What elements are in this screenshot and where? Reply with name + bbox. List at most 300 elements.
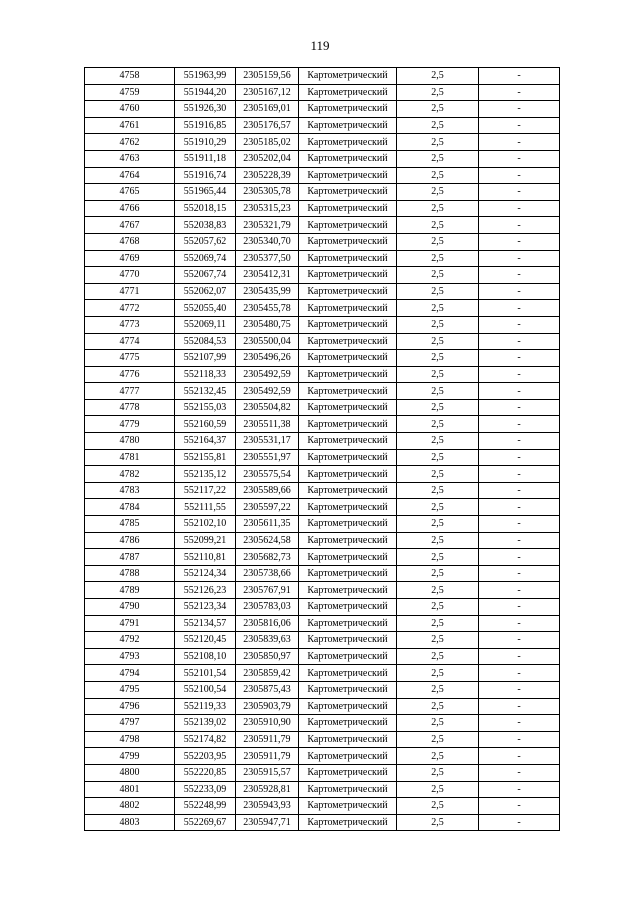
description-cell: - [479,433,560,450]
description-cell: - [479,549,560,566]
accuracy-cell: 2,5 [397,715,479,732]
table-row [85,449,560,466]
description-cell: - [479,748,560,765]
method-cell: Картометрический [299,715,397,732]
y-coordinate-cell: 2305305,78 [236,184,299,201]
table-row [85,150,560,167]
description-cell: - [479,798,560,815]
accuracy-cell: 2,5 [397,117,479,134]
description-cell: - [479,233,560,250]
method-cell: Картометрический [299,615,397,632]
point-number-cell: 4760 [85,101,175,118]
coordinates-table [84,67,560,831]
point-number-cell: 4778 [85,399,175,416]
description-cell: - [479,267,560,284]
method-cell: Картометрический [299,350,397,367]
x-coordinate-cell: 551911,18 [175,150,236,167]
accuracy-cell: 2,5 [397,781,479,798]
x-coordinate-cell: 552069,74 [175,250,236,267]
point-number-cell: 4787 [85,549,175,566]
table-row [85,466,560,483]
table-row [85,333,560,350]
y-coordinate-cell: 2305480,75 [236,316,299,333]
table-row [85,117,560,134]
method-cell: Картометрический [299,449,397,466]
y-coordinate-cell: 2305202,04 [236,150,299,167]
accuracy-cell: 2,5 [397,233,479,250]
point-number-cell: 4784 [85,499,175,516]
point-number-cell: 4803 [85,814,175,831]
x-coordinate-cell: 552062,07 [175,283,236,300]
accuracy-cell: 2,5 [397,748,479,765]
table-row [85,582,560,599]
method-cell: Картометрический [299,117,397,134]
table-row [85,283,560,300]
method-cell: Картометрический [299,300,397,317]
y-coordinate-cell: 2305611,35 [236,516,299,533]
accuracy-cell: 2,5 [397,466,479,483]
x-coordinate-cell: 552018,15 [175,200,236,217]
accuracy-cell: 2,5 [397,482,479,499]
y-coordinate-cell: 2305176,57 [236,117,299,134]
accuracy-cell: 2,5 [397,665,479,682]
point-number-cell: 4799 [85,748,175,765]
y-coordinate-cell: 2305783,03 [236,599,299,616]
description-cell: - [479,532,560,549]
method-cell: Картометрический [299,549,397,566]
method-cell: Картометрический [299,532,397,549]
method-cell: Картометрический [299,217,397,234]
table-row [85,748,560,765]
method-cell: Картометрический [299,366,397,383]
accuracy-cell: 2,5 [397,798,479,815]
x-coordinate-cell: 552111,55 [175,499,236,516]
x-coordinate-cell: 552134,57 [175,615,236,632]
accuracy-cell: 2,5 [397,68,479,85]
method-cell: Картометрический [299,101,397,118]
table-row [85,267,560,284]
y-coordinate-cell: 2305903,79 [236,698,299,715]
method-cell: Картометрический [299,764,397,781]
y-coordinate-cell: 2305767,91 [236,582,299,599]
y-coordinate-cell: 2305589,66 [236,482,299,499]
table-row [85,184,560,201]
accuracy-cell: 2,5 [397,499,479,516]
description-cell: - [479,565,560,582]
table-row [85,549,560,566]
x-coordinate-cell: 552067,74 [175,267,236,284]
table-row [85,565,560,582]
accuracy-cell: 2,5 [397,267,479,284]
x-coordinate-cell: 552102,10 [175,516,236,533]
table-row [85,681,560,698]
accuracy-cell: 2,5 [397,184,479,201]
table-row [85,101,560,118]
y-coordinate-cell: 2305496,26 [236,350,299,367]
method-cell: Картометрический [299,466,397,483]
y-coordinate-cell: 2305928,81 [236,781,299,798]
x-coordinate-cell: 551916,85 [175,117,236,134]
description-cell: - [479,516,560,533]
accuracy-cell: 2,5 [397,167,479,184]
y-coordinate-cell: 2305511,38 [236,416,299,433]
point-number-cell: 4795 [85,681,175,698]
accuracy-cell: 2,5 [397,449,479,466]
y-coordinate-cell: 2305624,58 [236,532,299,549]
x-coordinate-cell: 552038,83 [175,217,236,234]
x-coordinate-cell: 552203,95 [175,748,236,765]
description-cell: - [479,316,560,333]
y-coordinate-cell: 2305531,17 [236,433,299,450]
point-number-cell: 4763 [85,150,175,167]
x-coordinate-cell: 552155,81 [175,449,236,466]
accuracy-cell: 2,5 [397,283,479,300]
x-coordinate-cell: 552139,02 [175,715,236,732]
point-number-cell: 4769 [85,250,175,267]
accuracy-cell: 2,5 [397,698,479,715]
point-number-cell: 4797 [85,715,175,732]
x-coordinate-cell: 552099,21 [175,532,236,549]
description-cell: - [479,117,560,134]
description-cell: - [479,632,560,649]
page-number: 119 [310,38,330,53]
description-cell: - [479,681,560,698]
x-coordinate-cell: 552132,45 [175,383,236,400]
accuracy-cell: 2,5 [397,399,479,416]
y-coordinate-cell: 2305816,06 [236,615,299,632]
accuracy-cell: 2,5 [397,731,479,748]
method-cell: Картометрический [299,250,397,267]
y-coordinate-cell: 2305504,82 [236,399,299,416]
accuracy-cell: 2,5 [397,200,479,217]
point-number-cell: 4777 [85,383,175,400]
description-cell: - [479,731,560,748]
x-coordinate-cell: 552055,40 [175,300,236,317]
table-row [85,482,560,499]
point-number-cell: 4783 [85,482,175,499]
x-coordinate-cell: 552057,62 [175,233,236,250]
table-row [85,433,560,450]
description-cell: - [479,582,560,599]
x-coordinate-cell: 552269,67 [175,814,236,831]
accuracy-cell: 2,5 [397,764,479,781]
table-row [85,814,560,831]
x-coordinate-cell: 552108,10 [175,648,236,665]
method-cell: Картометрический [299,516,397,533]
point-number-cell: 4801 [85,781,175,798]
description-cell: - [479,68,560,85]
point-number-cell: 4761 [85,117,175,134]
method-cell: Картометрический [299,333,397,350]
method-cell: Картометрический [299,681,397,698]
accuracy-cell: 2,5 [397,300,479,317]
table-row [85,615,560,632]
table-row [85,665,560,682]
description-cell: - [479,167,560,184]
method-cell: Картометрический [299,582,397,599]
description-cell: - [479,599,560,616]
accuracy-cell: 2,5 [397,582,479,599]
y-coordinate-cell: 2305875,43 [236,681,299,698]
method-cell: Картометрический [299,283,397,300]
y-coordinate-cell: 2305492,59 [236,366,299,383]
accuracy-cell: 2,5 [397,316,479,333]
description-cell: - [479,416,560,433]
point-number-cell: 4782 [85,466,175,483]
point-number-cell: 4780 [85,433,175,450]
y-coordinate-cell: 2305859,42 [236,665,299,682]
y-coordinate-cell: 2305947,71 [236,814,299,831]
x-coordinate-cell: 552107,99 [175,350,236,367]
description-cell: - [479,665,560,682]
accuracy-cell: 2,5 [397,433,479,450]
table-row [85,350,560,367]
table-row [85,233,560,250]
x-coordinate-cell: 552155,03 [175,399,236,416]
y-coordinate-cell: 2305738,66 [236,565,299,582]
x-coordinate-cell: 552164,37 [175,433,236,450]
y-coordinate-cell: 2305500,04 [236,333,299,350]
y-coordinate-cell: 2305321,79 [236,217,299,234]
accuracy-cell: 2,5 [397,250,479,267]
x-coordinate-cell: 551910,29 [175,134,236,151]
table-row [85,167,560,184]
description-cell: - [479,184,560,201]
point-number-cell: 4793 [85,648,175,665]
description-cell: - [479,84,560,101]
table-row [85,383,560,400]
x-coordinate-cell: 552124,34 [175,565,236,582]
method-cell: Картометрический [299,416,397,433]
point-number-cell: 4774 [85,333,175,350]
table-row [85,68,560,85]
x-coordinate-cell: 552126,23 [175,582,236,599]
description-cell: - [479,648,560,665]
method-cell: Картометрический [299,748,397,765]
method-cell: Картометрический [299,698,397,715]
x-coordinate-cell: 551926,30 [175,101,236,118]
accuracy-cell: 2,5 [397,565,479,582]
x-coordinate-cell: 551965,44 [175,184,236,201]
x-coordinate-cell: 552117,22 [175,482,236,499]
point-number-cell: 4765 [85,184,175,201]
accuracy-cell: 2,5 [397,383,479,400]
table-row [85,200,560,217]
x-coordinate-cell: 552135,12 [175,466,236,483]
table-row [85,366,560,383]
description-cell: - [479,615,560,632]
accuracy-cell: 2,5 [397,350,479,367]
point-number-cell: 4767 [85,217,175,234]
description-cell: - [479,499,560,516]
method-cell: Картометрический [299,482,397,499]
point-number-cell: 4790 [85,599,175,616]
description-cell: - [479,134,560,151]
x-coordinate-cell: 552118,33 [175,366,236,383]
point-number-cell: 4779 [85,416,175,433]
y-coordinate-cell: 2305551,97 [236,449,299,466]
method-cell: Картометрический [299,433,397,450]
table-row [85,300,560,317]
point-number-cell: 4781 [85,449,175,466]
description-cell: - [479,150,560,167]
y-coordinate-cell: 2305412,31 [236,267,299,284]
point-number-cell: 4800 [85,764,175,781]
method-cell: Картометрический [299,316,397,333]
point-number-cell: 4785 [85,516,175,533]
point-number-cell: 4766 [85,200,175,217]
y-coordinate-cell: 2305850,97 [236,648,299,665]
x-coordinate-cell: 552220,85 [175,764,236,781]
y-coordinate-cell: 2305159,56 [236,68,299,85]
accuracy-cell: 2,5 [397,416,479,433]
accuracy-cell: 2,5 [397,814,479,831]
table-row [85,731,560,748]
accuracy-cell: 2,5 [397,217,479,234]
table-row [85,781,560,798]
description-cell: - [479,781,560,798]
method-cell: Картометрический [299,399,397,416]
y-coordinate-cell: 2305682,73 [236,549,299,566]
y-coordinate-cell: 2305315,23 [236,200,299,217]
description-cell: - [479,466,560,483]
x-coordinate-cell: 552233,09 [175,781,236,798]
description-cell: - [479,715,560,732]
y-coordinate-cell: 2305597,22 [236,499,299,516]
point-number-cell: 4768 [85,233,175,250]
table-row [85,416,560,433]
y-coordinate-cell: 2305839,63 [236,632,299,649]
y-coordinate-cell: 2305575,54 [236,466,299,483]
method-cell: Картометрический [299,134,397,151]
accuracy-cell: 2,5 [397,333,479,350]
table-row [85,217,560,234]
table-row [85,399,560,416]
y-coordinate-cell: 2305910,90 [236,715,299,732]
point-number-cell: 4758 [85,68,175,85]
x-coordinate-cell: 552110,81 [175,549,236,566]
accuracy-cell: 2,5 [397,101,479,118]
point-number-cell: 4772 [85,300,175,317]
x-coordinate-cell: 552174,82 [175,731,236,748]
point-number-cell: 4802 [85,798,175,815]
description-cell: - [479,449,560,466]
method-cell: Картометрический [299,814,397,831]
point-number-cell: 4771 [85,283,175,300]
y-coordinate-cell: 2305911,79 [236,748,299,765]
point-number-cell: 4759 [85,84,175,101]
y-coordinate-cell: 2305492,59 [236,383,299,400]
accuracy-cell: 2,5 [397,599,479,616]
table-row [85,632,560,649]
x-coordinate-cell: 551944,20 [175,84,236,101]
method-cell: Картометрический [299,781,397,798]
x-coordinate-cell: 552160,59 [175,416,236,433]
description-cell: - [479,764,560,781]
method-cell: Картометрический [299,233,397,250]
y-coordinate-cell: 2305340,70 [236,233,299,250]
method-cell: Картометрический [299,665,397,682]
y-coordinate-cell: 2305915,57 [236,764,299,781]
table-row [85,250,560,267]
accuracy-cell: 2,5 [397,615,479,632]
table-row [85,84,560,101]
accuracy-cell: 2,5 [397,366,479,383]
accuracy-cell: 2,5 [397,516,479,533]
point-number-cell: 4792 [85,632,175,649]
point-number-cell: 4791 [85,615,175,632]
table-body [85,68,560,831]
accuracy-cell: 2,5 [397,150,479,167]
point-number-cell: 4796 [85,698,175,715]
y-coordinate-cell: 2305455,78 [236,300,299,317]
point-number-cell: 4773 [85,316,175,333]
method-cell: Картометрический [299,150,397,167]
accuracy-cell: 2,5 [397,681,479,698]
point-number-cell: 4775 [85,350,175,367]
table-row [85,698,560,715]
method-cell: Картометрический [299,383,397,400]
y-coordinate-cell: 2305435,99 [236,283,299,300]
description-cell: - [479,698,560,715]
y-coordinate-cell: 2305228,39 [236,167,299,184]
description-cell: - [479,217,560,234]
x-coordinate-cell: 551916,74 [175,167,236,184]
accuracy-cell: 2,5 [397,632,479,649]
table-row [85,532,560,549]
table-row [85,715,560,732]
description-cell: - [479,333,560,350]
table-row [85,764,560,781]
point-number-cell: 4770 [85,267,175,284]
y-coordinate-cell: 2305911,79 [236,731,299,748]
point-number-cell: 4776 [85,366,175,383]
description-cell: - [479,399,560,416]
method-cell: Картометрический [299,167,397,184]
method-cell: Картометрический [299,648,397,665]
accuracy-cell: 2,5 [397,549,479,566]
accuracy-cell: 2,5 [397,84,479,101]
x-coordinate-cell: 552123,34 [175,599,236,616]
description-cell: - [479,350,560,367]
x-coordinate-cell: 552100,54 [175,681,236,698]
method-cell: Картометрический [299,84,397,101]
table-row [85,599,560,616]
accuracy-cell: 2,5 [397,648,479,665]
table-row [85,499,560,516]
x-coordinate-cell: 551963,99 [175,68,236,85]
description-cell: - [479,366,560,383]
x-coordinate-cell: 552120,45 [175,632,236,649]
description-cell: - [479,283,560,300]
y-coordinate-cell: 2305185,02 [236,134,299,151]
description-cell: - [479,300,560,317]
description-cell: - [479,200,560,217]
method-cell: Картометрический [299,599,397,616]
method-cell: Картометрический [299,184,397,201]
method-cell: Картометрический [299,798,397,815]
accuracy-cell: 2,5 [397,532,479,549]
point-number-cell: 4762 [85,134,175,151]
method-cell: Картометрический [299,565,397,582]
y-coordinate-cell: 2305167,12 [236,84,299,101]
y-coordinate-cell: 2305377,50 [236,250,299,267]
method-cell: Картометрический [299,200,397,217]
table-row [85,316,560,333]
x-coordinate-cell: 552084,53 [175,333,236,350]
table-row [85,648,560,665]
method-cell: Картометрический [299,731,397,748]
